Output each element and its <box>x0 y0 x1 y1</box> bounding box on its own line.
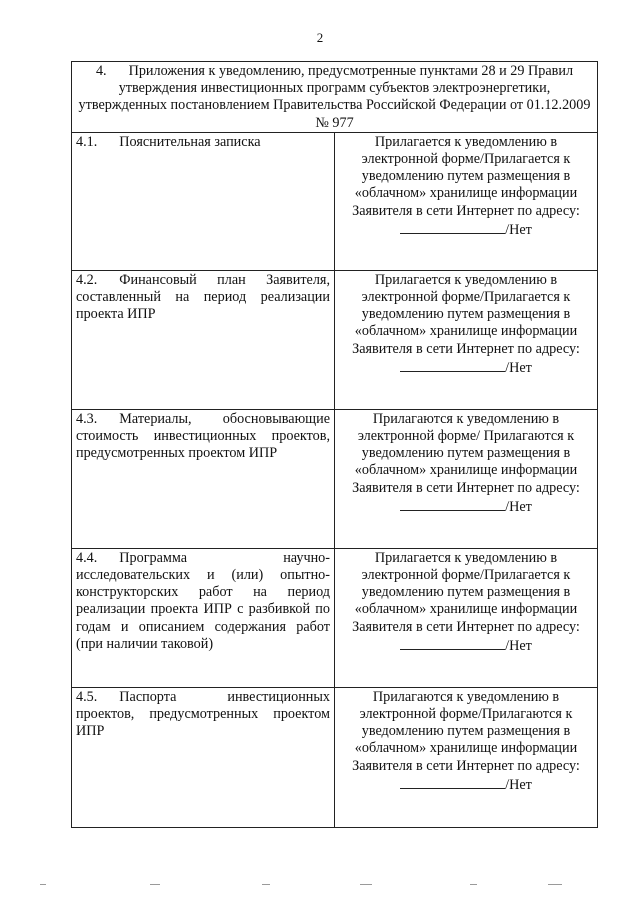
table-row <box>72 270 598 409</box>
table-row <box>72 409 598 548</box>
section-number: 4. <box>95 63 107 79</box>
row-status-suffix: /Нет <box>505 776 532 793</box>
address-blank <box>400 497 505 511</box>
row-number: 4.5. <box>76 688 98 705</box>
row-number: 4.3. <box>76 410 98 427</box>
table-row <box>72 687 598 827</box>
row-description-cell <box>72 132 335 270</box>
table-row <box>72 132 598 270</box>
table-row <box>72 548 598 687</box>
row-description: Пояснительная записка <box>119 133 261 150</box>
row-status-suffix: /Нет <box>505 221 532 238</box>
row-description: Программа научно-исследовательских и (или) опытно-конструкторских работ на период реализации проекта ИПР с разбивкой по годам и описанием содержания работ (при наличии таковой) <box>76 549 330 652</box>
row-status-text: Прилагается к уведомлению в электронной форме/Прилагается к уведомлению путем размещения в «облачном» хранилище информации Заявителя в сети Интернет по адресу: <box>352 549 580 635</box>
row-number: 4.4. <box>76 549 98 566</box>
row-status-suffix: /Нет <box>505 637 532 654</box>
attachments-table <box>71 61 598 828</box>
section-header <box>72 62 598 133</box>
scan-speck <box>150 884 160 885</box>
scan-artifacts <box>0 884 640 890</box>
scan-speck <box>548 884 562 885</box>
row-status-cell <box>335 409 598 548</box>
row-status-cell <box>335 270 598 409</box>
section-header-row <box>72 62 598 133</box>
scan-speck <box>40 884 46 885</box>
row-status-text: Прилагаются к уведомлению в электронной форме/ Прилагаются к уведомлению путем размещения в «облачном» хранилище информации Заявителя в сети Интернет по адресу: <box>352 410 580 496</box>
scan-speck <box>262 884 270 885</box>
row-status-text: Прилагается к уведомлению в электронной форме/Прилагается к уведомлению путем размещения в «облачном» хранилище информации Заявителя в сети Интернет по адресу: <box>352 271 580 357</box>
row-status-suffix: /Нет <box>505 359 532 376</box>
page-number: 2 <box>316 30 324 45</box>
row-description-cell <box>72 270 335 409</box>
row-status-cell <box>335 687 598 827</box>
address-blank <box>400 636 505 650</box>
row-status-cell <box>335 548 598 687</box>
row-number: 4.1. <box>76 133 98 150</box>
scan-speck <box>360 884 372 885</box>
row-number: 4.2. <box>76 271 98 288</box>
row-description-cell <box>72 687 335 827</box>
address-blank <box>400 775 505 789</box>
row-status-text: Прилагается к уведомлению в электронной форме/Прилагается к уведомлению путем размещения в «облачном» хранилище информации Заявителя в сети Интернет по адресу: <box>352 133 580 219</box>
section-title: Приложения к уведомлению, предусмотренные пунктами 28 и 29 Правил утверждения инвестиционных программ субъектов электроэнергетики, утвержденных постановлением Правительства Российской Федерации от 01.12.2009 № 977 <box>78 63 591 131</box>
row-description: Материалы, обосновывающие стоимость инвестиционных проектов, предусмотренных проектом ИПР <box>76 410 330 462</box>
row-description: Паспорта инвестиционных проектов, предусмотренных проектом ИПР <box>76 688 330 740</box>
row-description: Финансовый план Заявителя, составленный на период реализации проекта ИПР <box>76 271 330 323</box>
row-status-cell <box>335 132 598 270</box>
row-description-cell <box>72 409 335 548</box>
row-status-text: Прилагаются к уведомлению в электронной форме/Прилагаются к уведомлению путем размещения в «облачном» хранилище информации Заявителя в сети Интернет по адресу: <box>352 688 580 774</box>
row-description-cell <box>72 548 335 687</box>
address-blank <box>400 220 505 234</box>
scan-speck <box>470 884 477 885</box>
address-blank <box>400 358 505 372</box>
row-status-suffix: /Нет <box>505 498 532 515</box>
